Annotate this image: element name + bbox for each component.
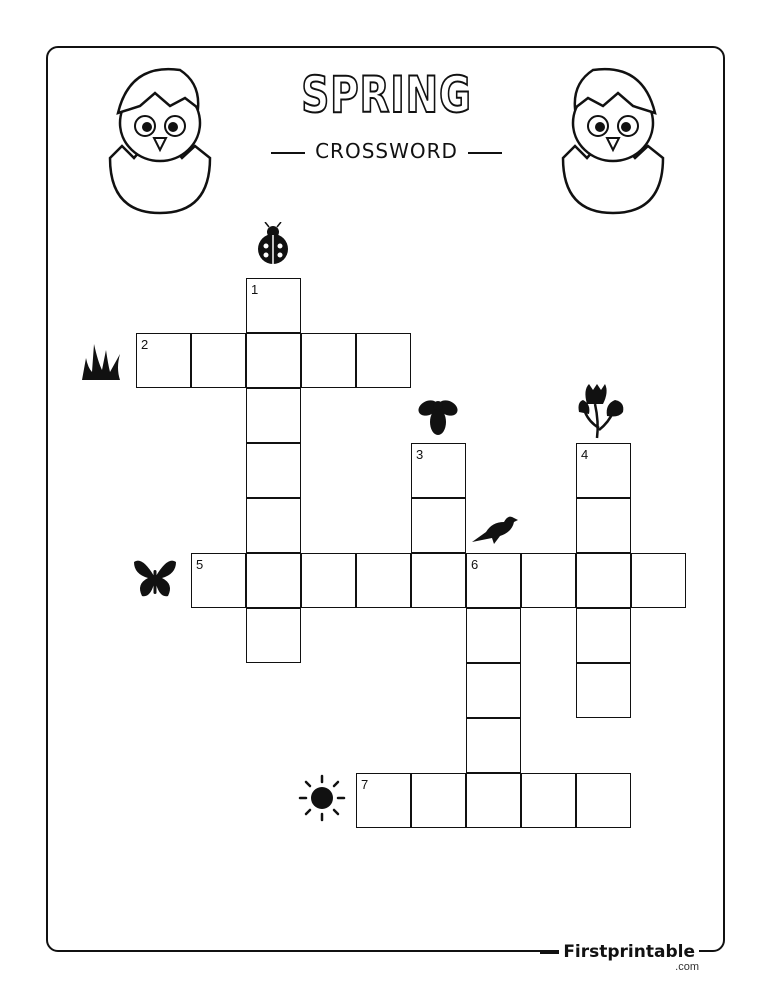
crossword-cell[interactable]: [466, 553, 521, 608]
crossword-cell[interactable]: [576, 663, 631, 718]
clue-number: 5: [196, 557, 204, 572]
bee-icon: [416, 394, 460, 438]
crossword-cell[interactable]: [301, 553, 356, 608]
crossword-cell[interactable]: [521, 773, 576, 828]
clue-number: 3: [416, 447, 424, 462]
ladybug-icon: [255, 222, 291, 266]
crossword-cell[interactable]: [191, 333, 246, 388]
clue-number: 2: [141, 337, 149, 352]
crossword-cell[interactable]: [576, 608, 631, 663]
crossword-cell[interactable]: [576, 498, 631, 553]
crossword-cell[interactable]: [246, 608, 301, 663]
crossword-cell[interactable]: [466, 663, 521, 718]
crossword-cell[interactable]: [411, 443, 466, 498]
clue-number: 6: [471, 557, 479, 572]
clue-number: 4: [581, 447, 589, 462]
crossword-cell[interactable]: [466, 608, 521, 663]
crossword-cell[interactable]: [136, 333, 191, 388]
crossword-cell[interactable]: [246, 388, 301, 443]
crossword-cell[interactable]: [631, 553, 686, 608]
crossword-cell[interactable]: [356, 553, 411, 608]
crossword-cell[interactable]: [466, 773, 521, 828]
crossword-cell[interactable]: [411, 498, 466, 553]
clue-number: 7: [361, 777, 369, 792]
grass-icon: [80, 338, 124, 382]
crossword-cell[interactable]: [246, 498, 301, 553]
butterfly-icon: [132, 556, 178, 600]
brand-logo: Firstprintable: [559, 942, 699, 962]
crossword-cell[interactable]: [411, 773, 466, 828]
clue-number: 1: [251, 282, 259, 297]
page-subtitle: [0, 139, 773, 163]
page-title: SPRING: [301, 66, 472, 124]
crossword-cell[interactable]: [191, 553, 246, 608]
crossword-cell[interactable]: [576, 443, 631, 498]
crossword-cell[interactable]: [411, 553, 466, 608]
tulip-icon: [575, 382, 629, 440]
bird-icon: [470, 510, 518, 546]
sun-icon: [298, 774, 346, 822]
crossword-cell[interactable]: [576, 773, 631, 828]
crossword-cell[interactable]: [246, 553, 301, 608]
crossword-cell[interactable]: [301, 333, 356, 388]
crossword-cell[interactable]: [521, 553, 576, 608]
crossword-cell[interactable]: [576, 553, 631, 608]
crossword-cell[interactable]: [356, 333, 411, 388]
brand-domain: .com: [675, 961, 699, 973]
crossword-cell[interactable]: [246, 333, 301, 388]
crossword-cell[interactable]: [246, 443, 301, 498]
subtitle-text: CROSSWORD: [315, 139, 458, 163]
crossword-cell[interactable]: [246, 278, 301, 333]
crossword-cell[interactable]: [466, 718, 521, 773]
crossword-cell[interactable]: [356, 773, 411, 828]
